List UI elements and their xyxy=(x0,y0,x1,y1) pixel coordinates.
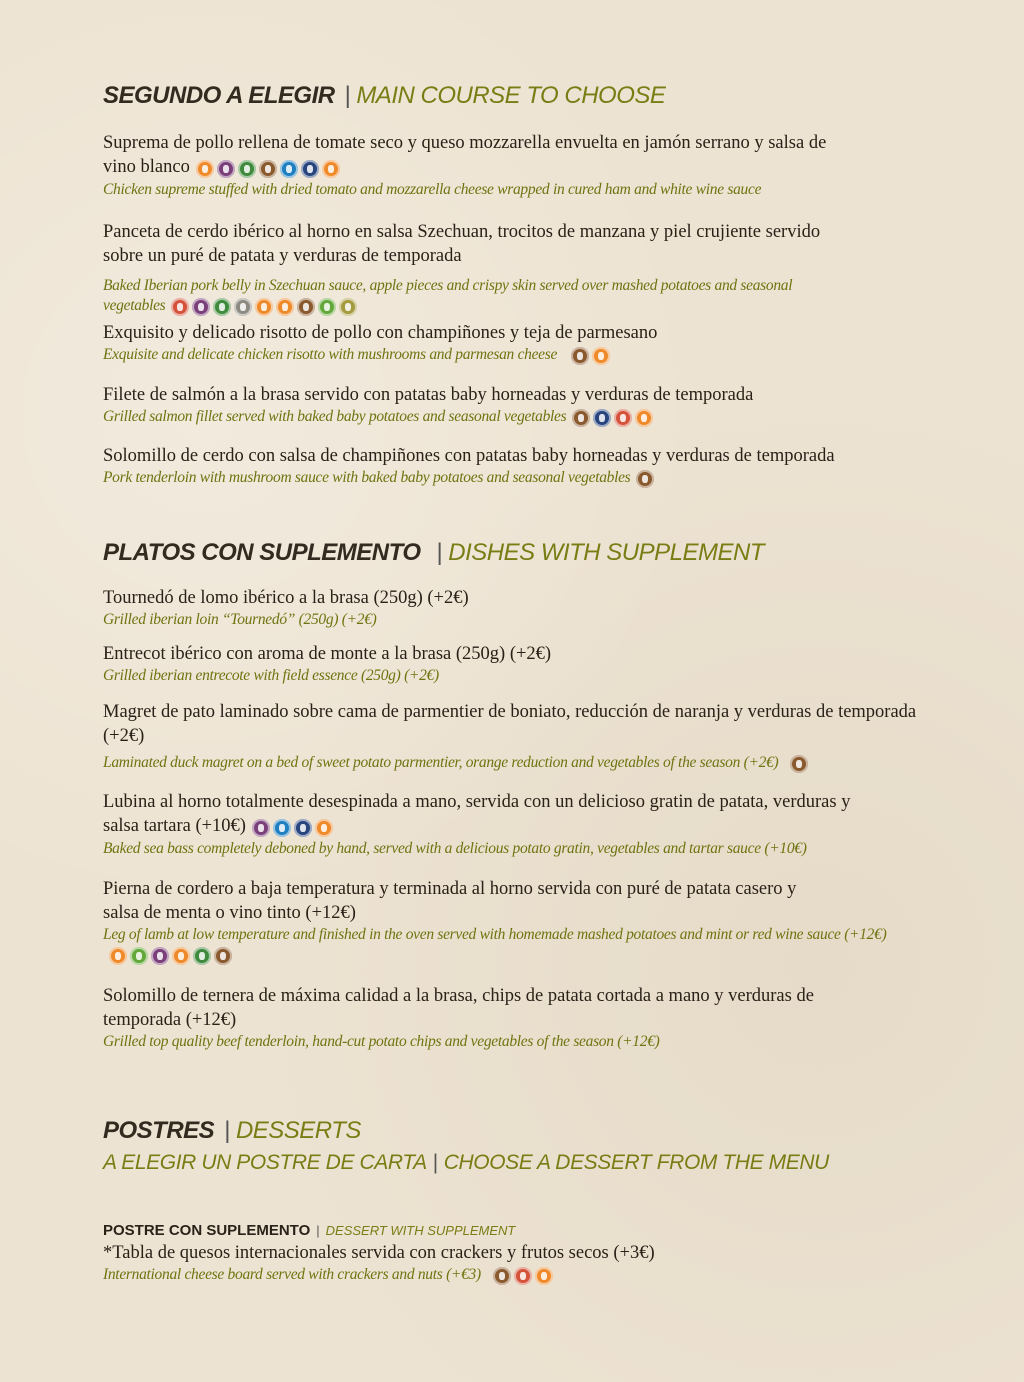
menu-item xyxy=(103,383,903,427)
red-allergen-icon xyxy=(614,409,632,427)
subsection-title-en: DESSERT WITH SUPPLEMENT xyxy=(325,1223,516,1238)
brown-allergen-icon xyxy=(259,160,277,178)
section-title-es: PLATOS CON SUPLEMENTO xyxy=(103,539,421,566)
dessert-choice-en: CHOOSE A DESSERT FROM THE MENU xyxy=(443,1151,829,1174)
section-title-es: SEGUNDO A ELEGIR xyxy=(103,82,335,109)
allergen-icons xyxy=(790,753,811,773)
orange-allergen-icon xyxy=(535,1267,553,1285)
dish-name-es: Solomillo de ternera de máxima calidad a la brasa, chips de patata cortada a mano y verduras de temporada (+12€) xyxy=(103,986,814,1030)
section-main-course xyxy=(103,82,665,110)
section-heading: SEGUNDO A ELEGIR | MAIN COURSE TO CHOOSE xyxy=(103,82,666,109)
menu-item xyxy=(103,131,863,200)
purple-allergen-icon xyxy=(151,947,169,965)
green-allergen-icon xyxy=(193,947,211,965)
dish-name-es: Panceta de cerdo ibérico al horno en salsa Szechuan, trocitos de manzana y piel crujiente servido sobre un puré de patata y verduras de temporada xyxy=(103,222,821,266)
brown-allergen-icon xyxy=(790,755,808,773)
menu-item xyxy=(103,586,903,630)
purple-allergen-icon xyxy=(217,160,235,178)
dish-name-en: Exquisite and delicate chicken risotto with mushrooms and parmesan cheese xyxy=(103,346,558,363)
section-supplement xyxy=(103,539,764,567)
green-allergen-icon xyxy=(238,160,256,178)
allergen-icons xyxy=(571,345,613,365)
dessert-supplement xyxy=(103,1222,903,1285)
navy-allergen-icon xyxy=(301,160,319,178)
dish-name-en: Grilled salmon fillet served with baked baby potatoes and seasonal vegetables xyxy=(103,408,567,425)
dessert-choice-line: A ELEGIR UN POSTRE DE CARTA | CHOOSE A DESSERT FROM THE MENU xyxy=(103,1151,829,1174)
allergen-icons xyxy=(109,945,235,965)
menu-item xyxy=(103,984,903,1052)
lime-allergen-icon xyxy=(318,298,336,316)
allergen-icons xyxy=(171,296,360,316)
menu-item xyxy=(103,700,943,773)
purple-allergen-icon xyxy=(252,819,270,837)
dish-name-en: Grilled top quality beef tenderloin, hand-cut potato chips and vegetables of the season (+12€) xyxy=(103,1033,660,1050)
dessert-choice-es: A ELEGIR UN POSTRE DE CARTA xyxy=(103,1151,427,1174)
purple-allergen-icon xyxy=(192,298,210,316)
brown-allergen-icon xyxy=(214,947,232,965)
dish-name-en: Grilled iberian loin “Tournedó” (250g) (+2€) xyxy=(103,611,377,628)
dish-name-es: Exquisito y delicado risotto de pollo con champiñones y teja de parmesano xyxy=(103,323,658,343)
dish-name-es: Suprema de pollo rellena de tomate seco y queso mozzarella envuelta en jamón serrano y salsa de vino blanco xyxy=(103,133,827,177)
menu-item xyxy=(103,321,883,365)
red-allergen-icon xyxy=(171,298,189,316)
section-heading: PLATOS CON SUPLEMENTO | DISHES WITH SUPPLEMENT xyxy=(103,539,764,566)
dish-name-en: International cheese board served with crackers and nuts (+€3) xyxy=(103,1266,481,1283)
dish-name-en: Grilled iberian entrecote with field essence (250g) (+2€) xyxy=(103,667,439,684)
orange-allergen-icon xyxy=(635,409,653,427)
orange-allergen-icon xyxy=(315,819,333,837)
menu-item xyxy=(103,877,953,965)
menu-item xyxy=(103,790,903,859)
navy-allergen-icon xyxy=(593,409,611,427)
dish-name-es: *Tabla de quesos internacionales servida con crackers y frutos secos (+3€) xyxy=(103,1243,655,1263)
section-title-en: DESSERTS xyxy=(235,1117,361,1144)
brown-allergen-icon xyxy=(297,298,315,316)
section-title-es: POSTRES xyxy=(103,1117,215,1144)
dish-name-es: Lubina al horno totalmente desespinada a mano, servida con un delicioso gratin de patata, verduras y salsa tartara (+10€) xyxy=(103,792,851,836)
blue-allergen-icon xyxy=(273,819,291,837)
dish-name-en: Laminated duck magret on a bed of sweet potato parmentier, orange reduction and vegetables of the season (+2€) xyxy=(103,754,779,771)
section-desserts xyxy=(103,1117,829,1175)
grey-allergen-icon xyxy=(234,298,252,316)
subsection-title-es: POSTRE CON SUPLEMENTO xyxy=(103,1222,311,1239)
brown-allergen-icon xyxy=(636,470,654,488)
dish-name-es: Entrecot ibérico con aroma de monte a la brasa (250g) (+2€) xyxy=(103,644,552,664)
orange-allergen-icon xyxy=(109,947,127,965)
section-heading: POSTRES | DESSERTS xyxy=(103,1117,361,1144)
orange-allergen-icon xyxy=(592,347,610,365)
dish-name-en: Chicken supreme stuffed with dried tomato and mozzarella cheese wrapped in cured ham and white wine sauce xyxy=(103,180,762,198)
brown-allergen-icon xyxy=(493,1267,511,1285)
dish-name-en: Baked sea bass completely deboned by hand, served with a delicious potato gratin, vegetables and tartar sauce (+10€) xyxy=(103,839,807,857)
green-allergen-icon xyxy=(213,298,231,316)
dish-name-en: Baked Iberian pork belly in Szechuan sauce, apple pieces and crispy skin served over mashed potatoes and seasonal vegetables xyxy=(103,277,793,314)
section-title-en: DISHES WITH SUPPLEMENT xyxy=(448,539,764,566)
allergen-icons xyxy=(572,407,656,427)
dish-name-es: Pierna de cordero a baja temperatura y terminada al horno servida con puré de patata casero y salsa de menta o vino tinto (+12€) xyxy=(103,879,797,923)
dish-name-es: Solomillo de cerdo con salsa de champiñones con patatas baby horneadas y verduras de temporada xyxy=(103,446,835,466)
menu-item xyxy=(103,642,903,686)
orange-allergen-icon xyxy=(276,298,294,316)
orange-allergen-icon xyxy=(172,947,190,965)
dish-name-es: Tournedó de lomo ibérico a la brasa (250g) (+2€) xyxy=(103,588,469,608)
dish-name-es: Filete de salmón a la brasa servido con patatas baby horneadas y verduras de temporada xyxy=(103,385,754,405)
allergen-icons xyxy=(636,468,657,488)
olive-allergen-icon xyxy=(339,298,357,316)
orange-allergen-icon xyxy=(255,298,273,316)
red-allergen-icon xyxy=(514,1267,532,1285)
section-title-en: MAIN COURSE TO CHOOSE xyxy=(356,82,666,109)
brown-allergen-icon xyxy=(572,409,590,427)
dish-name-en: Leg of lamb at low temperature and finished in the oven served with homemade mashed potatoes and mint or red wine sauce (+12€) xyxy=(103,926,887,943)
orange-allergen-icon xyxy=(322,160,340,178)
brown-allergen-icon xyxy=(571,347,589,365)
lime-allergen-icon xyxy=(130,947,148,965)
menu-item xyxy=(103,444,943,488)
allergen-icons xyxy=(196,156,343,180)
subsection-heading: POSTRE CON SUPLEMENTO | DESSERT WITH SUPPLEMENT xyxy=(103,1222,516,1239)
blue-allergen-icon xyxy=(280,160,298,178)
allergen-icons xyxy=(252,815,336,839)
orange-allergen-icon xyxy=(196,160,214,178)
allergen-icons xyxy=(493,1265,556,1285)
menu-item xyxy=(103,220,863,316)
navy-allergen-icon xyxy=(294,819,312,837)
dish-name-es: Magret de pato laminado sobre cama de parmentier de boniato, reducción de naranja y verduras de temporada (+2€) xyxy=(103,702,917,746)
dish-name-en: Pork tenderloin with mushroom sauce with baked baby potatoes and seasonal vegetables xyxy=(103,469,631,486)
